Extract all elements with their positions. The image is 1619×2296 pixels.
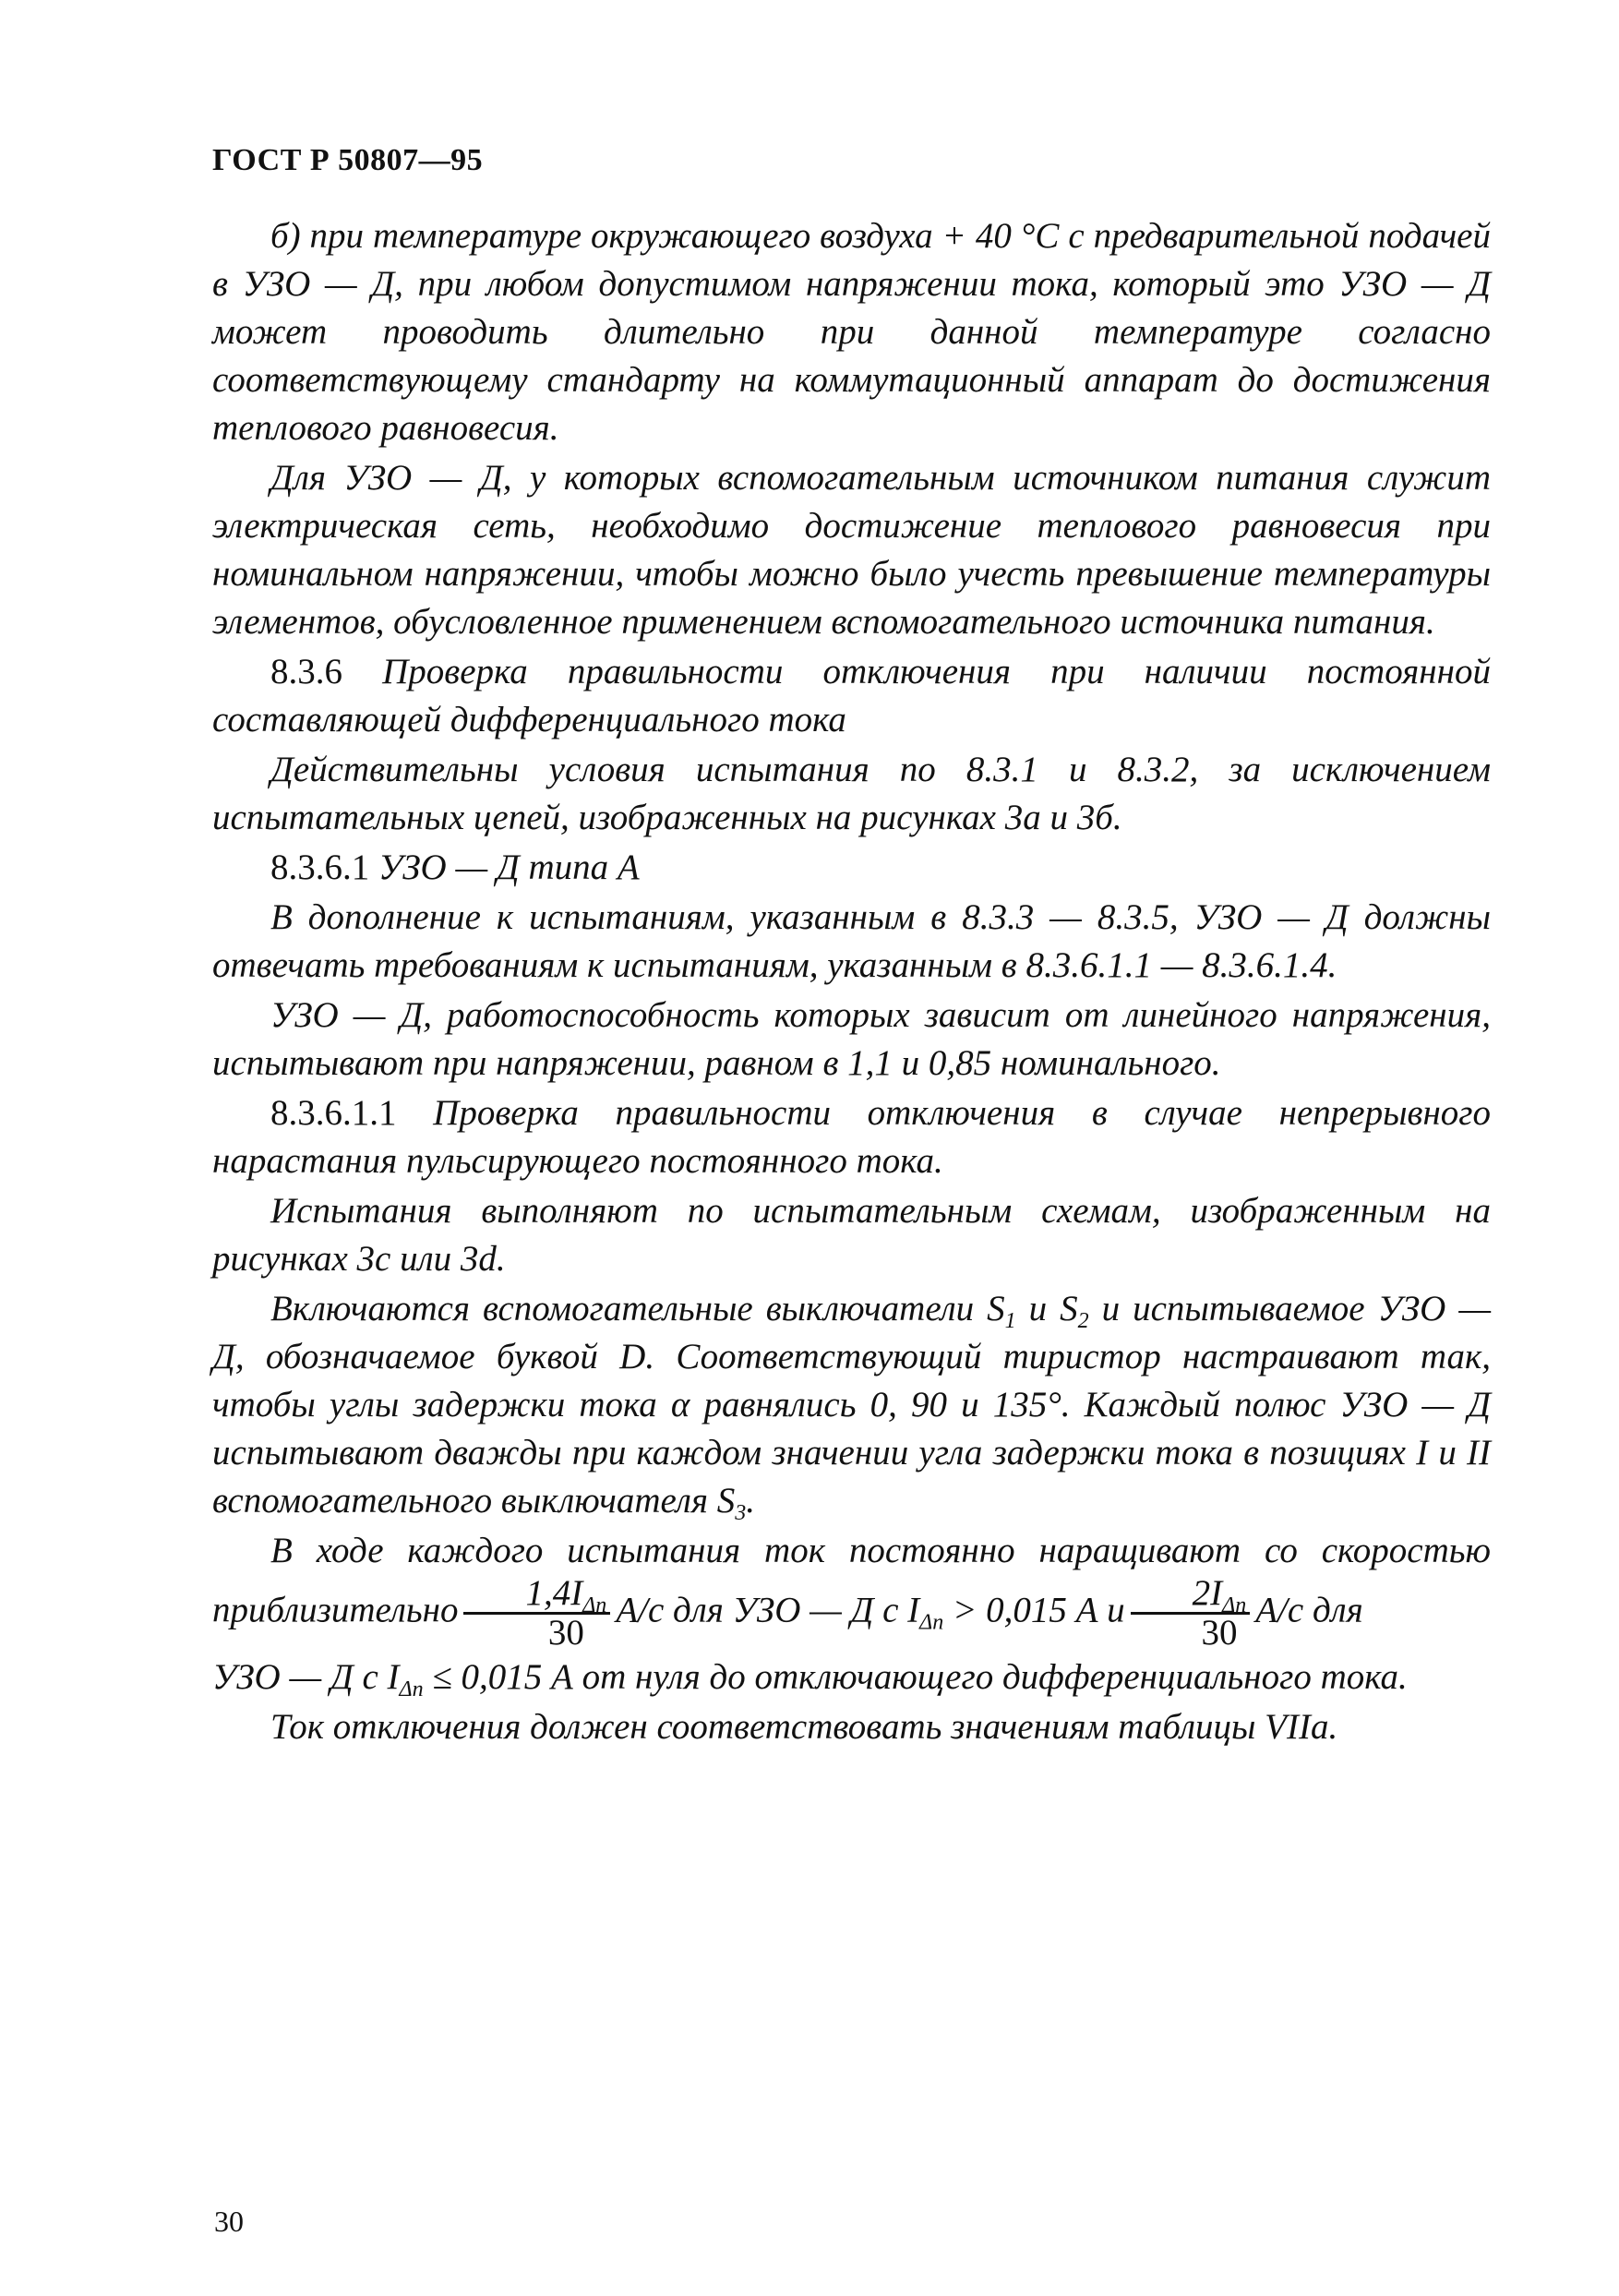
section-number: 8.3.6 [270,652,342,691]
subscript: Δn [919,1610,944,1635]
fraction-2 [1131,1575,1251,1652]
text-run: . [746,1481,756,1521]
text-run: 1,4I [525,1573,583,1613]
paragraph-test-schemes: Испытания выполняют по испытательным схемам, изображенным на рисунках 3с или 3d. [212,1191,1491,1279]
paragraph-trip-current: Ток отключения должен соответствовать значениям таблицы VIIа. [270,1707,1338,1747]
section-title: УЗО — Д типа А [378,847,640,887]
text-run: 2I [1192,1573,1223,1613]
paragraph-voltage: УЗО — Д, работоспособность которых зависит от линейного напряжения, испытывают при напряжении, равном в 1,1 и 0,85 номинального. [212,995,1491,1083]
subscript: Δn [582,1593,607,1617]
subscript: 3 [735,1501,747,1525]
numerator [1131,1575,1251,1615]
page-number: 30 [214,2205,244,2238]
page-header: ГОСТ Р 50807—95 [212,143,484,177]
paragraph-aux-power: Для УЗО — Д, у которых вспомогательным источником питания служит электрическая сеть, необходимо достижение теплового равновесия при номинальном напряжении, чтобы можно было учесть превышение температуры элементов, обусловленное применением вспомогательного источника питания. [212,458,1491,642]
section-number: 8.3.6.1 [270,847,370,887]
document-body [212,212,1491,1753]
text-run: и S [1015,1289,1078,1328]
paragraph-b: б) при температуре окружающего воздуха + 40 °С с предварительной подачей в УЗО — Д, при любом допустимом напряжении тока, который это УЗО — Д может проводить длительно при данной температуре согласно соответствующему стандарту на коммутационный аппарат до достижения теплового равновесия. [212,216,1491,448]
text-run: ≤ 0,015 А от нуля до отключающего дифференциального тока. [423,1657,1408,1697]
numerator [463,1575,610,1615]
denominator: 30 [1201,1613,1238,1653]
text-run: В ходе каждого испытания ток постоянно наращивают со скоростью приблизительно [212,1531,1491,1630]
text-run: и испытываемое УЗО — Д, обозначаемое буквой D. Соответствующий тиристор настраивают так, чтобы углы задержки тока α равнялись 0, 90 и 135°. Каждый полюс УЗО — Д испытывают дважды при каждом значении угла задержки тока в позициях I и II вспомогательного выключателя S [212,1289,1491,1521]
text-run: А/с для УЗО — Д с I [616,1590,920,1630]
section-8-3-6 [212,648,1491,744]
subscript: Δn [399,1677,424,1701]
text-run: А/с для [1255,1590,1363,1630]
paragraph-additional-tests: В дополнение к испытаниям, указанным в 8.3.3 — 8.3.5, УЗО — Д должны отвечать требованиям к испытаниям, указанным в 8.3.6.1.1 — 8.3.6.1.4. [212,897,1491,985]
section-title: Проверка правильности отключения в случае непрерывного нарастания пульсирующего постоянного тока. [212,1093,1492,1181]
paragraph-switches [212,1285,1491,1525]
fraction-1 [463,1575,610,1652]
paragraph-conditions: Действительны условия испытания по 8.3.1 и 8.3.2, за исключением испытательных цепей, изображенных на рисунках 3а и 3б. [212,750,1491,837]
subscript: 1 [1004,1309,1016,1333]
subscript: Δn [1222,1593,1247,1617]
text-run: УЗО — Д с I [212,1657,400,1697]
section-8-3-6-1 [212,844,1491,892]
section-title: Проверка правильности отключения при наличии постоянной составляющей дифференциального тока [212,652,1492,739]
denominator: 30 [547,1613,584,1653]
subscript: 2 [1077,1309,1089,1333]
section-number: 8.3.6.1.1 [270,1093,397,1133]
section-8-3-6-1-1 [212,1089,1491,1185]
text-run: Включаются вспомогательные выключатели S [270,1289,1005,1328]
paragraph-current-rate-cont [212,1653,1491,1701]
text-run: > 0,015 А и [943,1590,1125,1630]
paragraph-current-rate [212,1527,1491,1652]
